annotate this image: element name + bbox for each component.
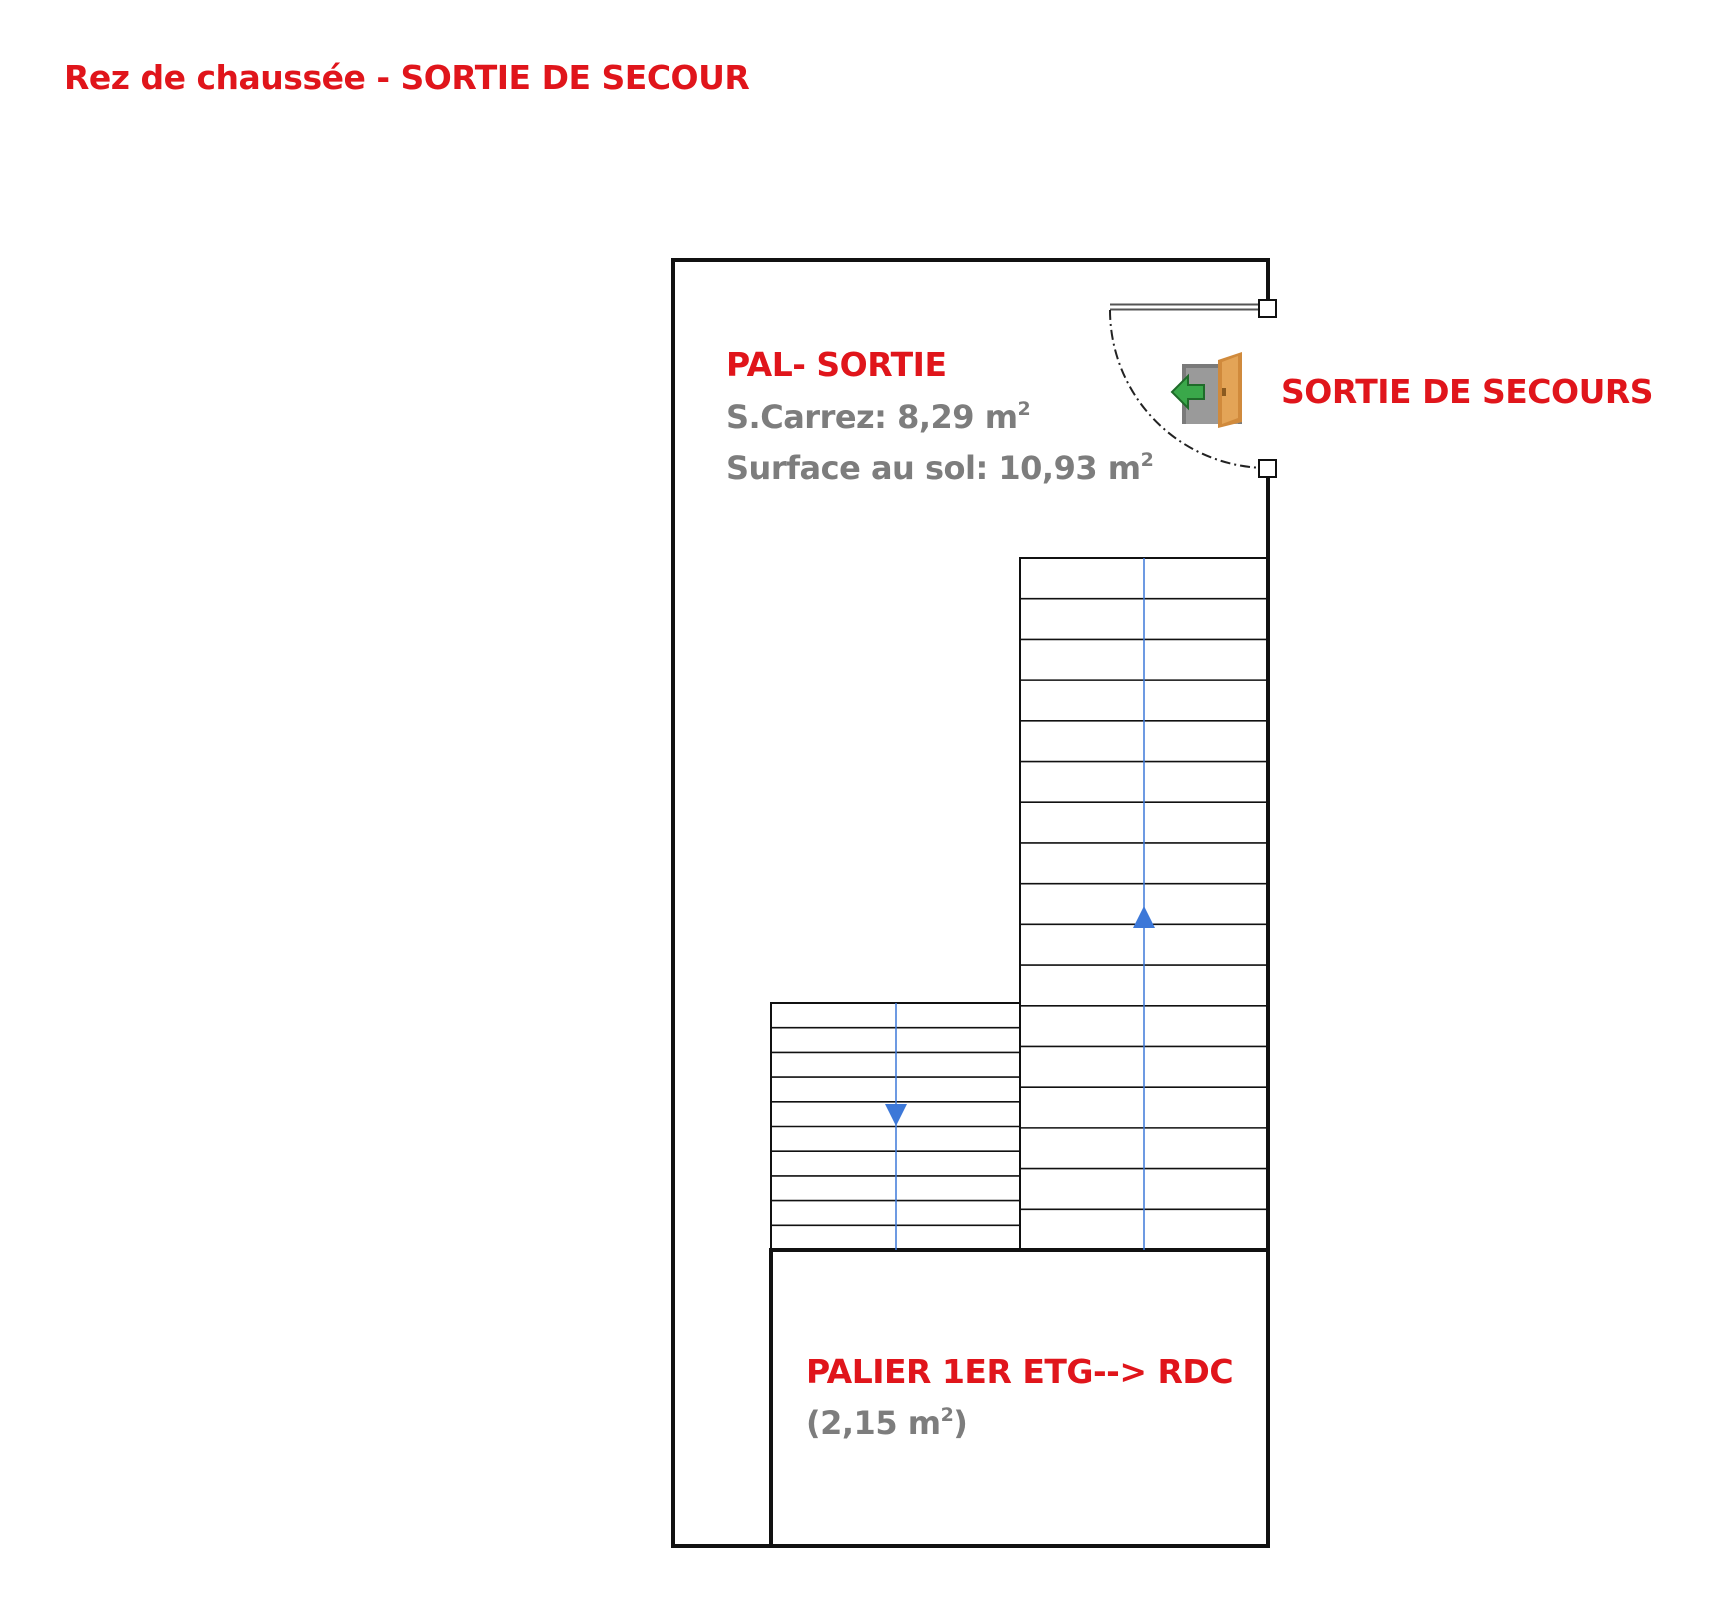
room-floor-area: Surface au sol: 10,93 $m^2$: [726, 449, 1154, 487]
room-name-pal-sortie: PAL- SORTIE: [726, 345, 947, 384]
room-carrez-area: S.Carrez: 8,29 $m^2$: [726, 398, 1031, 436]
up-arrow: [1133, 906, 1155, 928]
door-opening-gap: [1266, 318, 1271, 459]
palier-area: (2,15 $m^2$): [806, 1404, 968, 1442]
exit-label: SORTIE DE SECOURS: [1281, 372, 1654, 411]
door-hinge-bottom: [1259, 460, 1276, 477]
room-name-palier: PALIER 1ER ETG--> RDC: [806, 1352, 1234, 1391]
down-arrow: [885, 1104, 907, 1126]
emergency-exit-door-icon: [1170, 352, 1250, 428]
landing-wall: [771, 1250, 1268, 1546]
page-title: Rez de chaussée - SORTIE DE SECOUR: [64, 58, 750, 97]
door-hinge-top: [1259, 300, 1276, 317]
